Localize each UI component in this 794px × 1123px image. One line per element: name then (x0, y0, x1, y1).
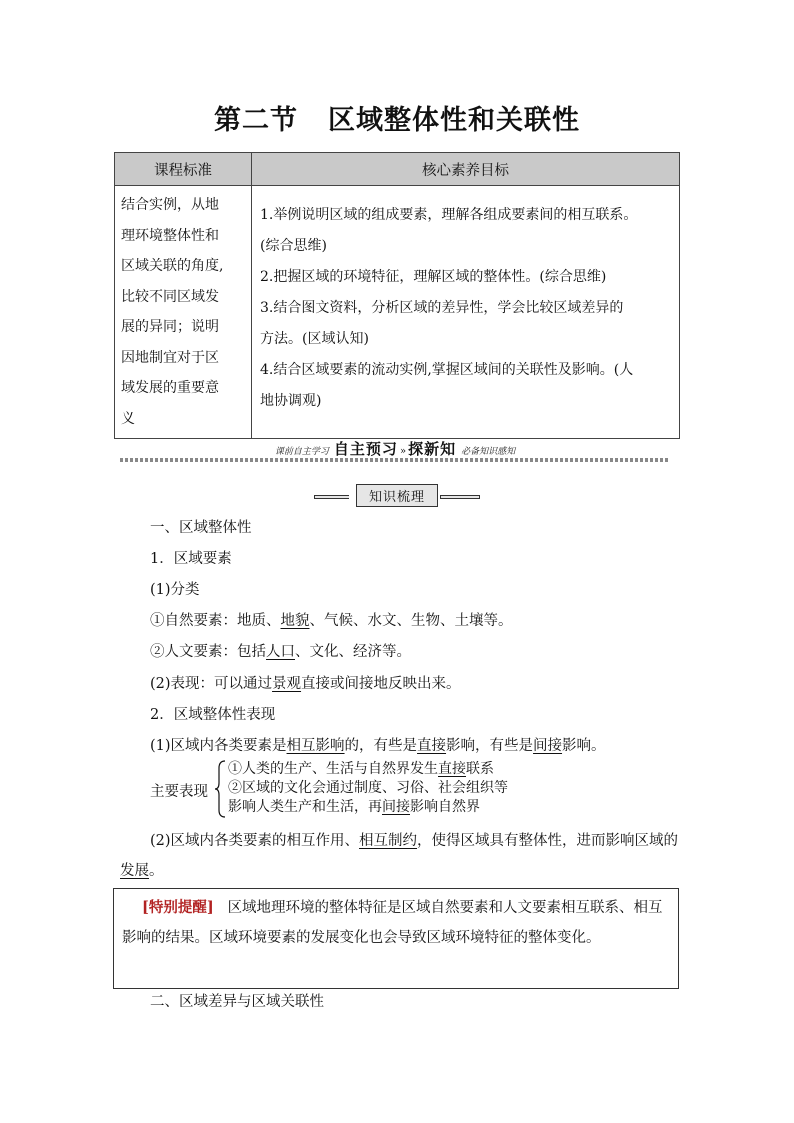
reminder-tag: [特别提醒] (142, 899, 214, 916)
classification-label: (1)分类 (150, 582, 200, 598)
integrity-paragraph: (2)区域内各类要素的相互作用、相互制约，使得区域具有整体性，进而影响区域的发展。 (120, 833, 679, 879)
curriculum-standard-cell: 结合实例，从地 理环境整体性和 区域关联的角度, 比较不同区域发 展的异同；说明 因地制宜对于区 域发展的重要意 义 (115, 186, 252, 439)
section-title: 区域整体性和关联性 (328, 105, 580, 136)
heading-integrity-expression: 2．区域整体性表现 (150, 707, 276, 723)
table-header-literacy: 核心素养目标 (252, 153, 680, 186)
page-title (0, 98, 794, 137)
table-header-curriculum: 课程标准 (115, 153, 252, 186)
special-reminder-box (113, 888, 679, 989)
expression-item-2: ②区域的文化会通过制度、习俗、社会组织等 (228, 780, 508, 796)
standards-table (114, 152, 680, 439)
natural-elements: ①自然要素：地质、地貌、气候、水文、生物、土壤等。 (150, 613, 513, 629)
expression-item-1: ①人类的生产、生活与自然界发生直接联系 (228, 761, 494, 777)
heading-regional-difference: 二、区域差异与区域关联性 (150, 994, 324, 1010)
expression-item-3: 影响人类生产和生活，再间接影响自然界 (228, 799, 480, 815)
brace-icon (215, 760, 227, 818)
reminder-text: 区域地理环境的整体特征是区域自然要素和人文要素相互联系、相互影响的结果。区域环境要素的发展变化也会导致区域环境特征的整体变化。 (122, 900, 663, 946)
section-banner: 课前自主学习 自主预习 » 探新知 必备知识感知 (120, 438, 670, 464)
human-elements: ②人文要素：包括人口、文化、经济等。 (150, 644, 411, 660)
section-number: 第二节 (214, 105, 298, 136)
expression-line: (2)表现：可以通过景观直接或间接地反映出来。 (150, 676, 461, 692)
arrow-icon: » (399, 446, 407, 457)
interaction-line: (1)区域内各类要素是相互影响的，有些是直接影响，有些是间接影响。 (150, 738, 606, 754)
literacy-goals-cell: 1.举例说明区域的组成要素，理解各组成要素间的相互联系。 (综合思维) 2.把握区域的环境特征，理解区域的整体性。(综合思维) 3.结合图文资料，分析区域的差异性，学会比较区域差异的 方法。(区域认知) 4.结合区域要素的流动实例,掌握区域间的关联性及影响。(人 地协调观) (252, 186, 680, 439)
heading-regional-elements: 1．区域要素 (150, 551, 232, 567)
heading-regional-integrity: 一、区域整体性 (150, 520, 252, 536)
knowledge-box: 知识梳理 (0, 484, 794, 507)
